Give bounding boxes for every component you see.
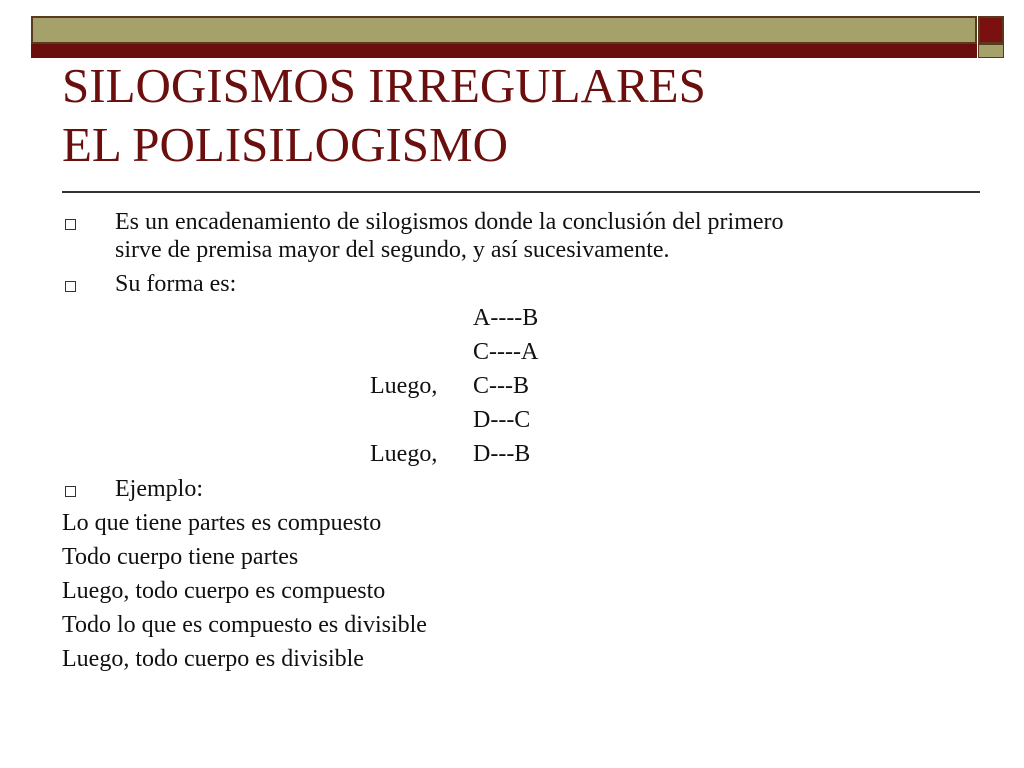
form-expression: D---B: [473, 441, 531, 467]
form-expression: C----A: [473, 339, 539, 365]
header-square-red: [978, 16, 1004, 44]
header-square-olive: [978, 44, 1004, 58]
example-line: Todo cuerpo tiene partes: [62, 544, 299, 570]
slide-title-line-1: SILOGISMOS IRREGULARES: [62, 58, 706, 113]
example-line: Luego, todo cuerpo es compuesto: [62, 578, 386, 604]
title-divider: [62, 191, 980, 193]
bullet-text-line: sirve de premisa mayor del segundo, y así sucesivamente.: [115, 237, 670, 263]
slide-title-line-2: EL POLISILOGISMO: [62, 117, 508, 172]
bullet-text-line: Es un encadenamiento de silogismos donde la conclusión del primero: [115, 209, 784, 235]
bullet-square-icon: [65, 281, 76, 292]
bullet-square-icon: [65, 486, 76, 497]
bullet-text: Su forma es:: [115, 271, 237, 297]
form-expression: A----B: [473, 305, 539, 331]
bullet-text: Ejemplo:: [115, 476, 203, 502]
example-line: Luego, todo cuerpo es divisible: [62, 646, 364, 672]
form-expression: C---B: [473, 373, 529, 399]
example-line: Todo lo que es compuesto es divisible: [62, 612, 427, 638]
form-label: Luego,: [370, 373, 438, 399]
header-bar-olive: [31, 16, 977, 44]
form-expression: D---C: [473, 407, 531, 433]
example-line: Lo que tiene partes es compuesto: [62, 510, 382, 536]
form-label: Luego,: [370, 441, 438, 467]
bullet-square-icon: [65, 219, 76, 230]
slide-title: [62, 56, 706, 174]
